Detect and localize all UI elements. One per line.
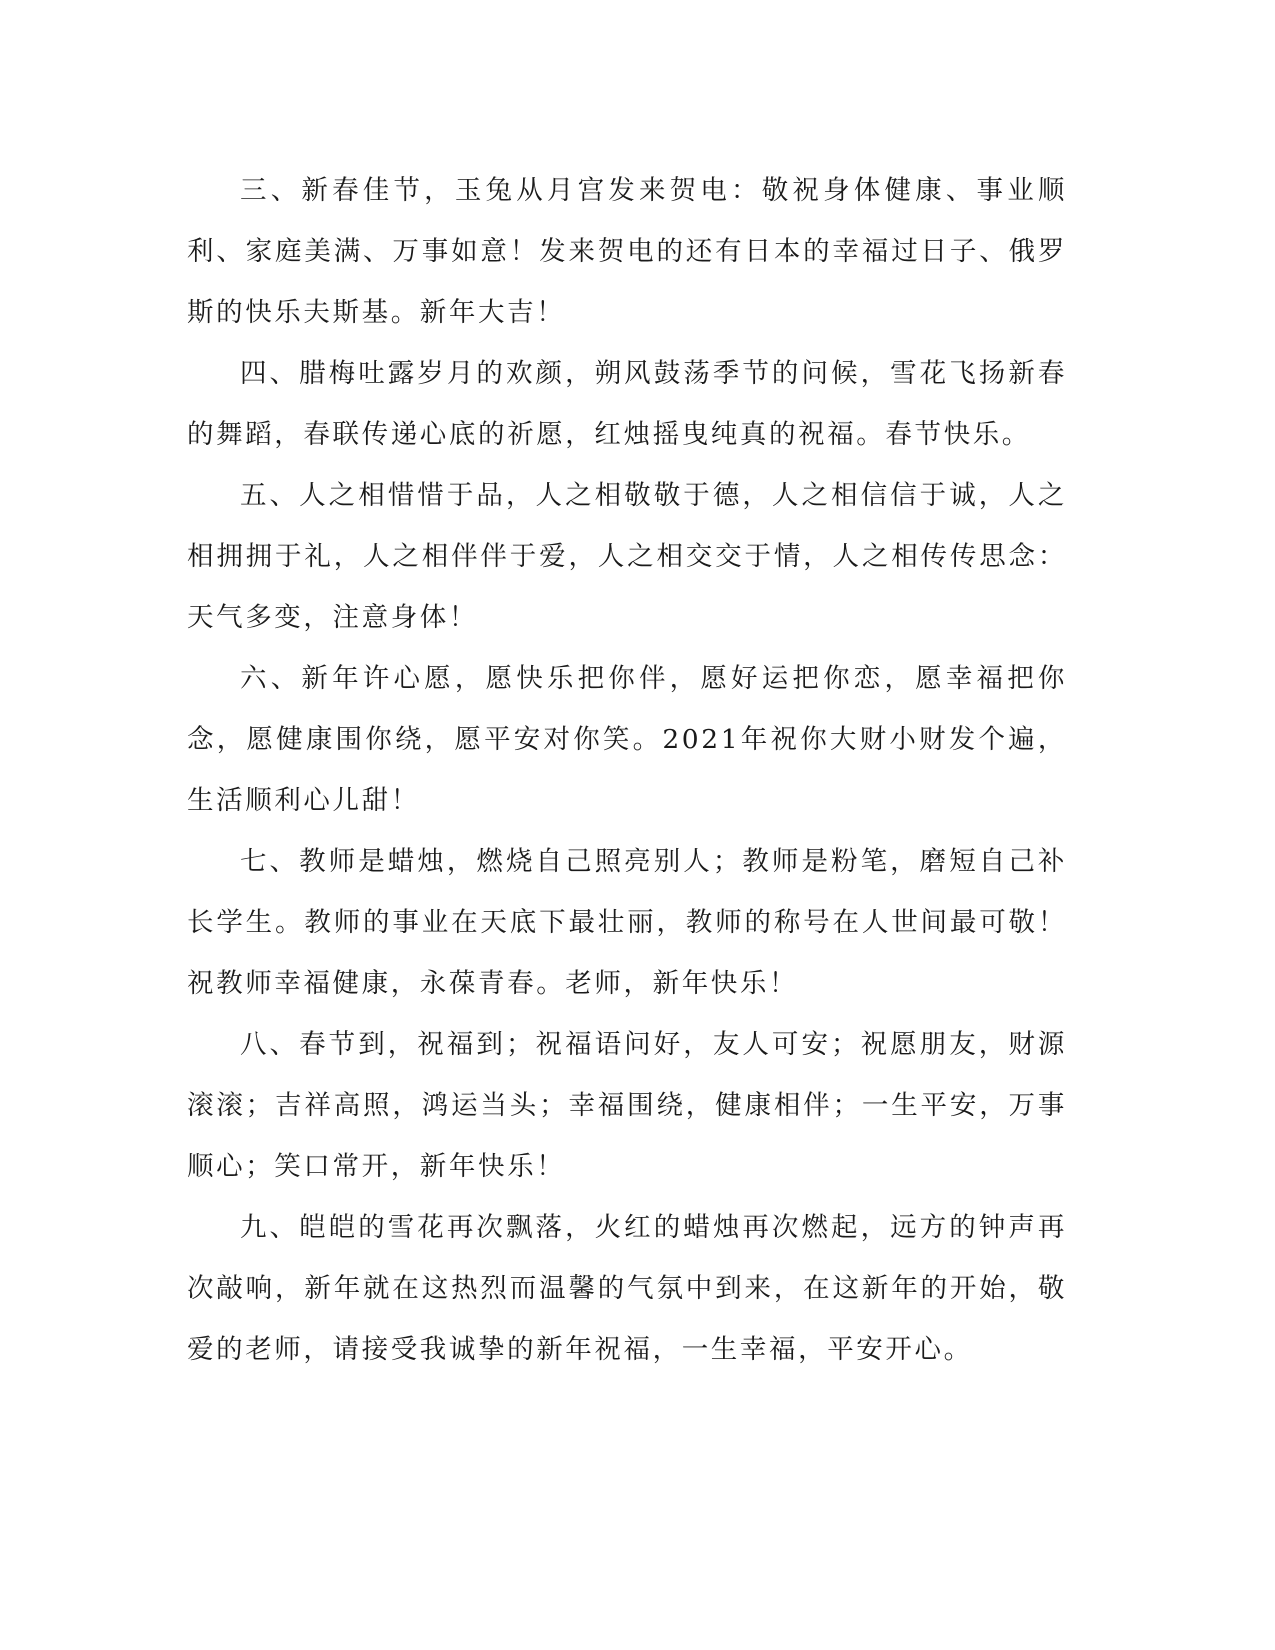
paragraph-8: 八、春节到，祝福到；祝福语问好，友人可安；祝愿朋友，财源滚滚；吉祥高照，鸿运当头；幸福围绕，健康相伴；一生平安，万事顺心；笑口常开，新年快乐！ [187,1029,1067,1182]
paragraph-7: 七、教师是蜡烛，燃烧自己照亮别人；教师是粉笔，磨短自己补长学生。教师的事业在天底下最壮丽，教师的称号在人世间最可敬！祝教师幸福健康，永葆青春。老师，新年快乐！ [187,846,1067,999]
paragraph-6: 六、新年许心愿，愿快乐把你伴，愿好运把你恋，愿幸福把你念，愿健康围你绕，愿平安对你笑。2021年祝你大财小财发个遍，生活顺利心儿甜！ [187,663,1067,816]
paragraph-3: 三、新春佳节，玉兔从月宫发来贺电：敬祝身体健康、事业顺利、家庭美满、万事如意！发来贺电的还有日本的幸福过日子、俄罗斯的快乐夫斯基。新年大吉！ [187,175,1067,328]
paragraph-5: 五、人之相惜惜于品，人之相敬敬于德，人之相信信于诚，人之相拥拥于礼，人之相伴伴于爱，人之相交交于情，人之相传传思念：天气多变，注意身体！ [187,480,1067,633]
document-body [187,160,1067,1380]
paragraph-9: 九、皑皑的雪花再次飘落，火红的蜡烛再次燃起，远方的钟声再次敲响，新年就在这热烈而温馨的气氛中到来，在这新年的开始，敬爱的老师，请接受我诚挚的新年祝福，一生幸福，平安开心。 [187,1212,1067,1365]
paragraph-4: 四、腊梅吐露岁月的欢颜，朔风鼓荡季节的问候，雪花飞扬新春的舞蹈，春联传递心底的祈愿，红烛摇曳纯真的祝福。春节快乐。 [187,358,1067,450]
